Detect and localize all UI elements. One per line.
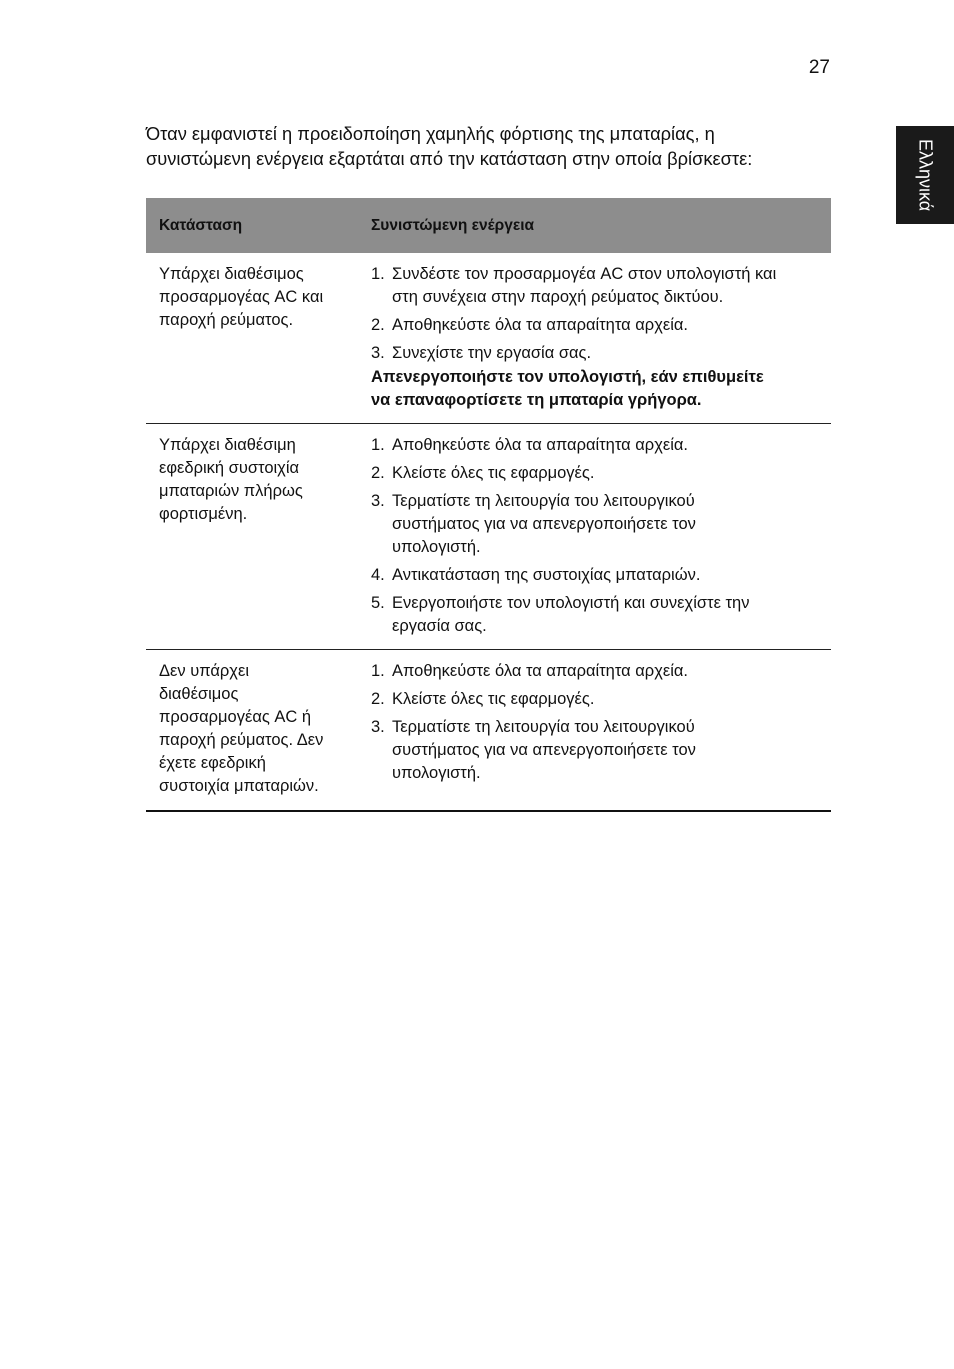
state-line: διαθέσιμος bbox=[159, 685, 239, 703]
state-cell bbox=[146, 424, 358, 649]
note-line: Απενεργοποιήστε τον υπολογιστή, εάν επιθυμείτε bbox=[371, 368, 764, 386]
list-number: 3. bbox=[371, 718, 385, 736]
list-text: Αποθηκεύστε όλα τα απαραίτητα αρχεία. bbox=[392, 436, 689, 454]
list-item bbox=[371, 716, 831, 785]
state-line: Δεν υπάρχει bbox=[159, 662, 249, 680]
list-item bbox=[371, 434, 831, 457]
list-number: 1. bbox=[371, 436, 385, 454]
list-number: 4. bbox=[371, 566, 385, 584]
intro-line: συνιστώμενη ενέργεια εξαρτάται από την κατάσταση στην οποία βρίσκεστε: bbox=[146, 148, 753, 169]
header-action: Συνιστώμενη ενέργεια bbox=[371, 216, 535, 234]
list-text: Αντικατάσταση της συστοιχίας μπαταριών. bbox=[392, 566, 701, 584]
list-text: Αποθηκεύστε όλα τα απαραίτητα αρχεία. bbox=[392, 662, 689, 680]
list-item bbox=[371, 660, 831, 683]
list-text: Τερματίστε τη λειτουργία του λειτουργικού bbox=[392, 718, 695, 736]
table-row bbox=[146, 650, 831, 812]
list-text: Κλείστε όλες τις εφαρμογές. bbox=[392, 464, 595, 482]
language-tab bbox=[896, 126, 954, 224]
note-line: να επαναφορτίσετε τη μπαταρία γρήγορα. bbox=[371, 391, 702, 409]
state-cell bbox=[146, 253, 358, 423]
list-text: Ενεργοποιήστε τον υπολογιστή και συνεχίστε την bbox=[392, 594, 750, 612]
list-text: Τερματίστε τη λειτουργία του λειτουργικού bbox=[392, 492, 695, 510]
list-item bbox=[371, 342, 831, 365]
state-line: μπαταριών πλήρως bbox=[159, 482, 303, 500]
header-state: Κατάσταση bbox=[159, 216, 243, 234]
list-text: Συνεχίστε την εργασία σας. bbox=[392, 344, 592, 362]
list-text: Αποθηκεύστε όλα τα απαραίτητα αρχεία. bbox=[392, 316, 689, 334]
state-line: συστοιχία μπαταριών. bbox=[159, 777, 319, 795]
state-line: φορτισμένη. bbox=[159, 505, 248, 523]
state-line: προσαρμογέας AC ή bbox=[159, 708, 312, 726]
state-line: Υπάρχει διαθέσιμος bbox=[159, 265, 304, 283]
state-line: παροχή ρεύματος. bbox=[159, 311, 294, 329]
intro-line: Όταν εμφανιστεί η προειδοποίηση χαμηλής φόρτισης της μπαταρίας, η bbox=[146, 123, 715, 144]
list-item bbox=[371, 263, 831, 309]
state-cell bbox=[146, 650, 358, 810]
list-text: συστήματος για να απενεργοποιήσετε τον bbox=[392, 741, 696, 759]
list-number: 2. bbox=[371, 464, 385, 482]
battery-action-table bbox=[146, 198, 831, 812]
state-line: προσαρμογέας AC και bbox=[159, 288, 324, 306]
list-number: 1. bbox=[371, 662, 385, 680]
list-text: Κλείστε όλες τις εφαρμογές. bbox=[392, 690, 595, 708]
list-number: 5. bbox=[371, 594, 385, 612]
list-item bbox=[371, 314, 831, 337]
list-number: 2. bbox=[371, 690, 385, 708]
action-cell bbox=[358, 424, 831, 649]
list-item bbox=[371, 462, 831, 485]
intro-paragraph bbox=[146, 121, 846, 171]
language-tab-label: Ελληνικά bbox=[915, 138, 936, 212]
list-item bbox=[371, 688, 831, 711]
list-text: υπολογιστή. bbox=[392, 764, 481, 782]
list-item bbox=[371, 592, 831, 638]
list-text: υπολογιστή. bbox=[392, 538, 481, 556]
list-number: 3. bbox=[371, 492, 385, 510]
list-text: Συνδέστε τον προσαρμογέα AC στον υπολογιστή και bbox=[392, 265, 777, 283]
list-number: 1. bbox=[371, 265, 385, 283]
state-line: έχετε εφεδρική bbox=[159, 754, 266, 772]
list-text: συστήματος για να απενεργοποιήσετε τον bbox=[392, 515, 696, 533]
table-header bbox=[146, 198, 831, 253]
list-item bbox=[371, 564, 831, 587]
state-line: εφεδρική συστοιχία bbox=[159, 459, 300, 477]
list-number: 2. bbox=[371, 316, 385, 334]
list-text: εργασία σας. bbox=[392, 617, 487, 635]
table-row bbox=[146, 253, 831, 424]
list-text: στη συνέχεια στην παροχή ρεύματος δικτύου. bbox=[392, 288, 724, 306]
list-item bbox=[371, 490, 831, 559]
table-row bbox=[146, 424, 831, 650]
state-line: παροχή ρεύματος. Δεν bbox=[159, 731, 324, 749]
list-number: 3. bbox=[371, 344, 385, 362]
action-cell bbox=[358, 650, 831, 810]
page-number: 27 bbox=[808, 57, 830, 78]
action-cell bbox=[358, 253, 831, 423]
state-line: Υπάρχει διαθέσιμη bbox=[159, 436, 296, 454]
bold-note bbox=[371, 366, 831, 412]
